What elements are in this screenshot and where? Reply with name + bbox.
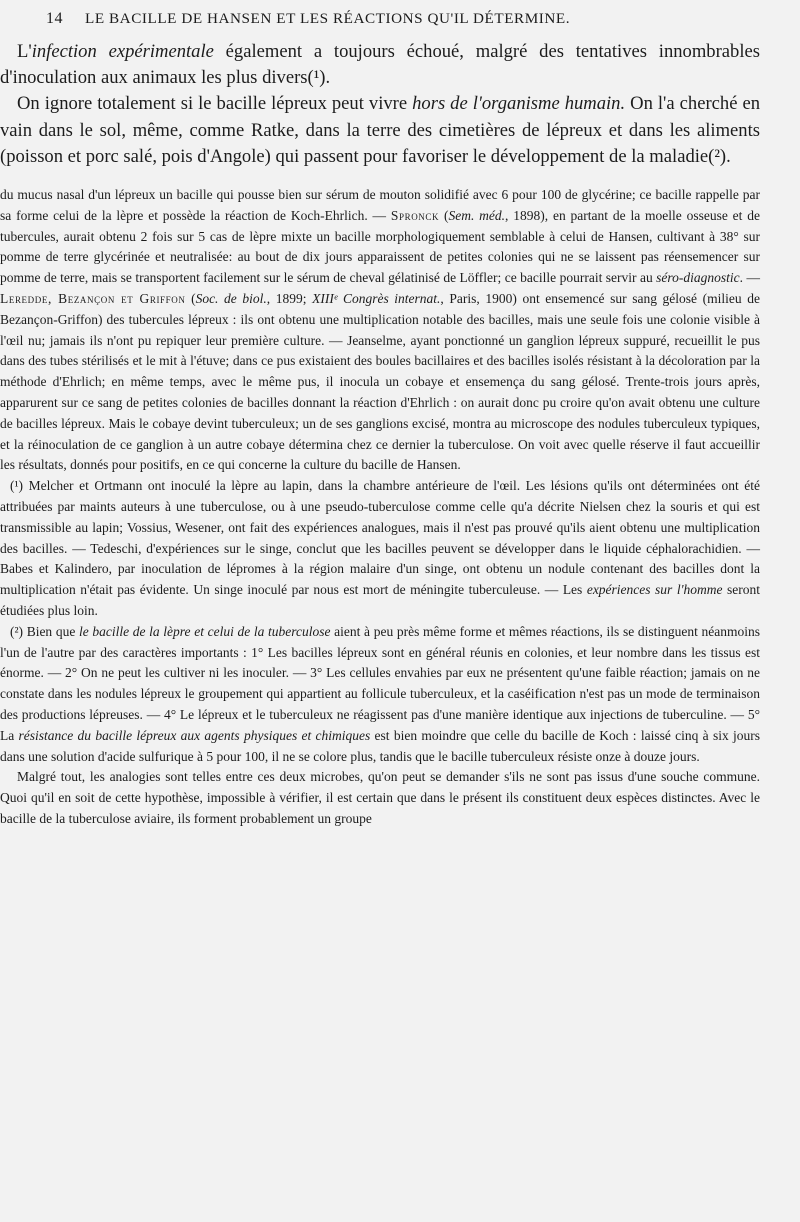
text-run: Malgré tout, les analogies sont telles entre ces deux microbes, qu'on peut se demander s'ils ne sont pas issus d'une souche commune. Quoi qu'il en soit de cette hypothèse, impossible à vérifier, il est certain que dans le présent ils constituent deux espèces distinctes. Avec le bacille de la tuberculose aviaire, ils forment probablement un groupe [0,769,760,826]
journal-title: Sem. méd. [448,207,506,223]
page-number: 14 [46,10,63,27]
text-run: ( [439,207,449,223]
main-paragraph-2 [0,91,760,170]
italic-run: expériences sur l'homme [586,582,723,598]
body-text [0,39,760,830]
text-run: On ignore totalement si le bacille lépreux peut vivre [17,93,413,115]
text-run: (¹) Melcher et Ortmann ont inoculé la lèpre au lapin, dans la chambre antérieure de l'œil. Les lésions qu'ils ont déterminées ont été attribuées par maints auteurs à une tuberculose, ou à une pseudo-tuberculose comme celle qu'a décrite Nielsen chez la souris et qui est transmissible au lapin; Vossius, Wesener, ont fait des expériences analogues, mais il n'est pas prouvé qu'ils aient obtenu une multiplication des bacilles. — Tedeschi, d'expériences sur le singe, conclut que les bacilles peuvent se développer dans le liquide céphalorachidien. — Babes et Kalindero, par inoculation de lépromes à la région malaire d'un singe, ont obtenu un nodule contenant des bacilles dont la multiplication n'était pas évidente. Un singe inoculé par nous est mort de méningite tuberculeuse. — Les [0,478,760,598]
text-run: , 1899; [266,291,313,306]
footnote-continuation [0,185,760,476]
text-run: du mucus nasal d'un lépreux un bacille qui pousse bien sur sérum de mouton solidifié avec 6 pour 100 de glycérine; ce bacille rappelle par sa forme celui de la lèpre et possède la réaction de Koch-Ehrlich. — [0,187,760,223]
text-run: L' [17,41,32,62]
text-run: On l'a cherché en vain dans le sol, même, comme Ratke, dans la terre des cimetières de lépreux et dans les aliments (poisson et porc salé, pois d'Angole) qui passent pour favoriser le développement de la maladie(²). [0,93,761,167]
italic-run: le bacille de la lèpre et celui de la tuberculose [78,623,331,639]
text-run: , 1898), en partant de la moelle osseuse et de tubercules, aurait obtenu 2 fois sur 5 cas de lèpre mixte un bacille morphologiquement semblable à celui de Hansen, cultivant à 38° sur pomme de terre glycérinée et neutralisée: au bout de dix jours apparaissent de petites colonies qui ne se laissent pas réensemencer sur pomme de terre, mais se transportent facilement sur le sérum de cheval gélatinisé de Löffler; ce bacille pourrait servir au [0,207,761,286]
text-run: également a toujours échoué, malgré des tentatives innombrables d'inoculation aux animaux les plus divers(¹). [0,41,760,89]
italic-run: hors de l'organisme humain. [412,93,626,115]
italic-run: résistance du bacille lépreux aux agents physiques et chimiques [18,727,371,743]
running-head: LE BACILLE DE HANSEN ET LES RÉACTIONS QU'IL DÉTERMINE. [85,10,571,27]
footnotes [0,185,760,830]
text-run: ( [185,291,196,306]
footnote-2 [0,622,760,768]
text-run: , Paris, 1900) ont ensemencé sur sang gélosé (milieu de Bezançon-Griffon) des tubercules lépreux : ils ont obtenu une multiplication notable des bacilles, mais une seule fois une colonie visible à l'œil nu; jamais ils n'ont pu repiquer leur première culture. — Jeanselme, ayant ponctionné un ganglion lépreux suppuré, recueillit le pus dans des tubes stérilisés et le mit à l'étuve; dans ce pus existaient des boules bacillaires et des bacilles isolés résistant à la décoloration par la méthode d'Ehrlich; en même temps, avec le même pus, il inocula un cobaye et ensemença du sang gélosé. Trente-trois jours après, apparurent sur ce sang de petites colonies de bacilles donnant la réaction d'Ehrlich : on aurait donc pu croire qu'on avait obtenu une culture de bacilles lépreux. Mais le cobaye devint tuberculeux; un de ses ganglions excisé, montra au microscope des nodules tuberculeux typiques, et la réinoculation de ce ganglion à un autre cobaye détermina chez ce dernier la tuberculose. On voit avec quelle réserve il faut accueillir les résultats, donnés pour positifs, en ce qui concerne la culture du bacille de Hansen. [0,291,760,473]
congress-title: XIIIᵉ Congrès internat. [312,291,441,306]
italic-run: séro-diagnostic [656,270,740,286]
text-run: . — [739,270,760,286]
italic-run: infection expérimentale [31,41,214,62]
author-names: Leredde, Bezançon et Griffon [0,291,186,306]
footnote-1 [0,476,760,622]
author-name: Spronck [390,207,440,223]
text-run: seront étudiées plus loin. [0,582,760,618]
text-run: aient à peu près même forme et mêmes réactions, ils se distinguent néanmoins l'un de l'autre par des caractères importants : 1° Les bacilles lépreux sont en général réunis en colonies, et leur nombre dans les tissus est énorme. — 2° On ne peut les cultiver ni les inoculer. — 3° Les cellules envahies par eux ne présentent qu'une faible réaction; jamais on ne constate dans les nodules lépreux le groupement qui appartient au follicule tuberculeux, et la caséification n'est pas un mode de terminaison des productions lépreuses. — 4° Le lépreux et le tuberculeux ne réagissent pas d'une manière identique aux injections de tuberculine. — 5° La [0,623,760,743]
main-paragraph-1 [0,39,760,91]
page-header [46,10,760,36]
journal-title: Soc. de biol. [195,291,267,306]
text-run: est bien moindre que celle du bacille de Koch : laissé cinq à six jours dans une solution d'acide sulfurique à 5 pour 100, il ne se colore plus, tandis que le bacille tuberculeux résiste onze à douze jours. [0,727,760,764]
text-run: (²) Bien que [10,623,79,639]
footnote-2-continuation [0,767,760,829]
